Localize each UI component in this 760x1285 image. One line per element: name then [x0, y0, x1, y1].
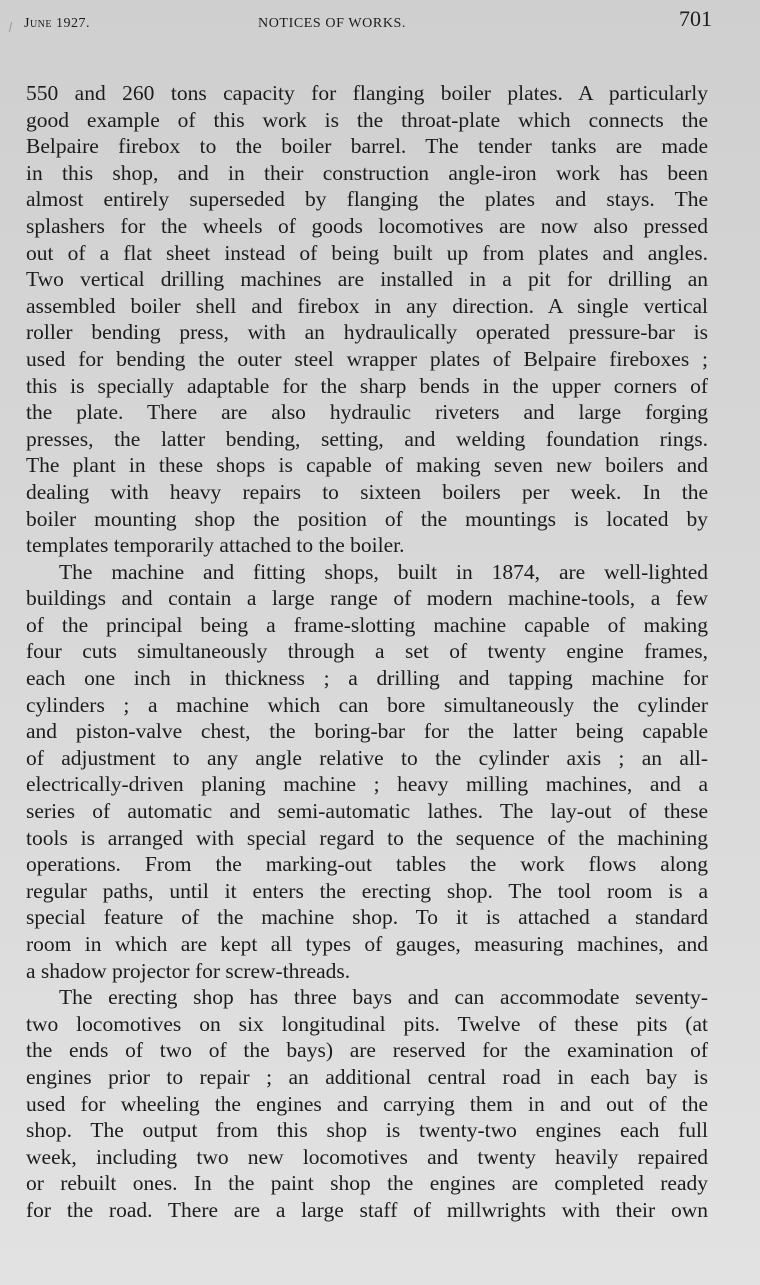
- text-line: shop. The output from this shop is twenty-two engines each full: [26, 1118, 708, 1143]
- text-line: four cuts simultaneously through a set of twenty engine frames,: [26, 639, 708, 664]
- text-line: roller bending press, with an hydraulically operated pressure-bar is: [26, 320, 708, 345]
- text-line: boiler mounting shop the position of the mountings is located by: [26, 506, 708, 531]
- scan-mark: [9, 22, 12, 32]
- text-line: in this shop, and in their construction angle-iron work has been: [26, 160, 708, 185]
- text-line: The plant in these shops is capable of making seven new boilers and: [26, 453, 708, 478]
- text-line: week, including two new locomotives and twenty heavily repaired: [26, 1144, 708, 1169]
- paragraph-machine-shops: [26, 559, 708, 985]
- text-line: a shadow projector for screw-threads.: [26, 958, 351, 983]
- page-number: 701: [679, 6, 712, 31]
- text-line: the plate. There are also hydraulic riveters and large forging: [26, 400, 708, 425]
- text-line: templates temporarily attached to the boiler.: [26, 533, 405, 558]
- text-line: cylinders ; a machine which can bore simultaneously the cylinder: [26, 692, 708, 717]
- text-line: assembled boiler shell and firebox in any direction. A single vertical: [26, 293, 708, 318]
- text-line: special feature of the machine shop. To it is attached a standard: [26, 905, 708, 930]
- text-line: of the principal being a frame-slotting machine capable of making: [26, 612, 708, 637]
- text-line: good example of this work is the throat-plate which connects the: [26, 107, 708, 132]
- text-line: The erecting shop has three bays and can accommodate seventy-: [59, 985, 708, 1010]
- text-line: Belpaire firebox to the boiler barrel. The tender tanks are made: [26, 134, 708, 159]
- text-line: Two vertical drilling machines are installed in a pit for drilling an: [26, 267, 708, 292]
- running-head: [24, 6, 712, 36]
- text-line: electrically-driven planing machine ; heavy milling machines, and a: [26, 772, 708, 797]
- text-line: used for wheeling the engines and carrying them in and out of the: [26, 1091, 708, 1116]
- text-line: presses, the latter bending, setting, and welding foundation rings.: [26, 426, 708, 451]
- text-line: two locomotives on six longitudinal pits. Twelve of these pits (at: [26, 1011, 708, 1036]
- text-line: engines prior to repair ; an additional central road in each bay is: [26, 1064, 708, 1089]
- text-line: this is specially adaptable for the sharp bends in the upper corners of: [26, 373, 708, 398]
- text-line: tools is arranged with special regard to the sequence of the machining: [26, 825, 708, 850]
- text-line: series of automatic and semi-automatic lathes. The lay-out of these: [26, 799, 708, 824]
- text-line: room in which are kept all types of gauges, measuring machines, and: [26, 932, 708, 956]
- body-text: [26, 80, 708, 1224]
- text-line: splashers for the wheels of goods locomotives are now also pressed: [26, 213, 708, 238]
- text-line: dealing with heavy repairs to sixteen boilers per week. In the: [26, 479, 708, 504]
- text-line: each one inch in thickness ; a drilling and tapping machine for: [26, 666, 708, 691]
- text-line: 550 and 260 tons capacity for flanging boiler plates. A particularly: [26, 81, 708, 105]
- text-line: buildings and contain a large range of modern machine-tools, a few: [26, 586, 708, 611]
- text-line: operations. From the marking-out tables the work flows along: [26, 852, 708, 877]
- text-line: out of a flat sheet instead of being built up from plates and angles.: [26, 240, 708, 265]
- paragraph-boiler-shop: [26, 80, 708, 559]
- text-line: the ends of two of the bays) are reserved for the examination of: [26, 1038, 708, 1063]
- text-line: The machine and fitting shops, built in 1874, are well-lighted: [59, 559, 708, 584]
- header-title: NOTICES OF WORKS.: [258, 16, 407, 31]
- header-date: June 1927.: [24, 16, 90, 31]
- text-line: or rebuilt ones. In the paint shop the engines are completed ready: [26, 1171, 708, 1196]
- text-line: used for bending the outer steel wrapper plates of Belpaire fireboxes ;: [26, 346, 708, 371]
- text-line: of adjustment to any angle relative to the cylinder axis ; an all-: [26, 745, 708, 770]
- text-line: for the road. There are a large staff of millwrights with their own: [26, 1197, 708, 1222]
- paragraph-erecting-shop: [26, 984, 708, 1223]
- text-line: and piston-valve chest, the boring-bar for the latter being capable: [26, 719, 708, 744]
- text-line: almost entirely superseded by flanging the plates and stays. The: [26, 187, 708, 212]
- text-line: regular paths, until it enters the erecting shop. The tool room is a: [26, 878, 708, 903]
